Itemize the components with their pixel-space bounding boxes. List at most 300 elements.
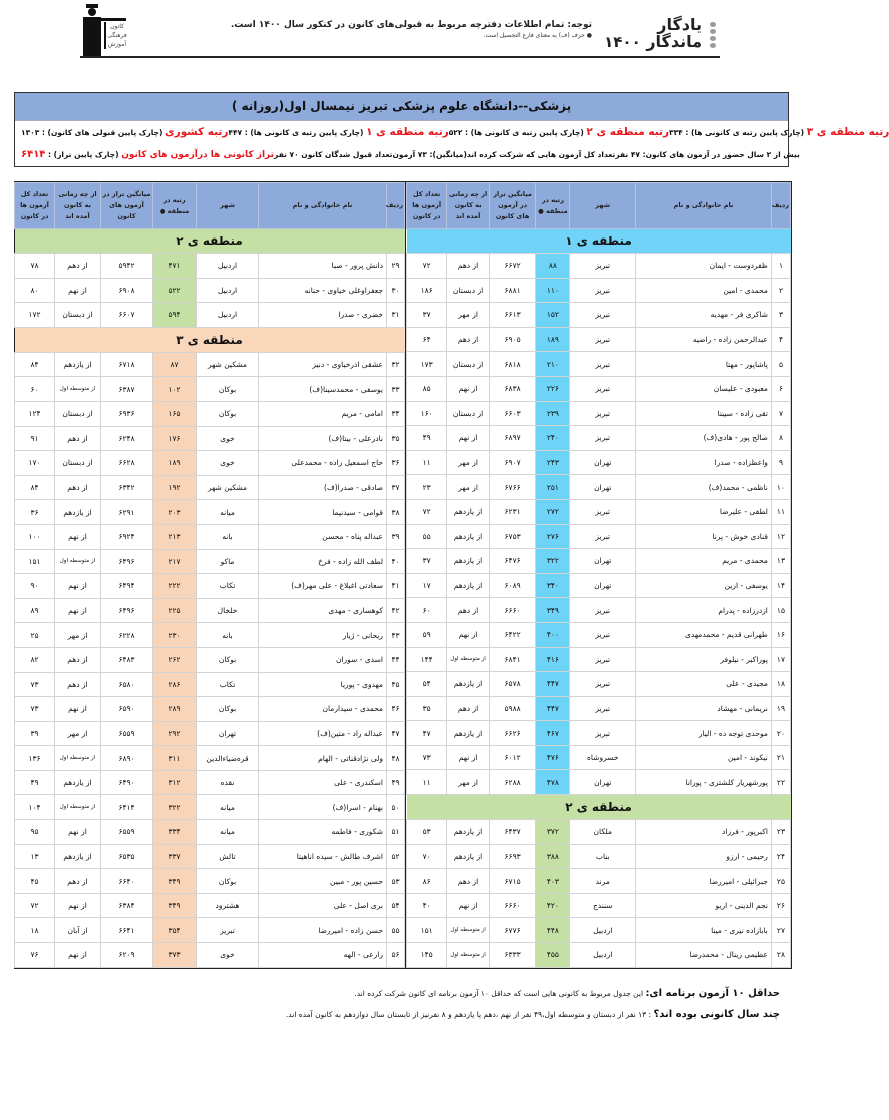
accepted-count-stat: تعداد قبول شدگان کانون ۷۰ نفر bbox=[274, 149, 393, 159]
region-rank: ۳۲۲ bbox=[536, 549, 570, 574]
total-exams: ۸۰ bbox=[15, 278, 55, 303]
table-row bbox=[15, 426, 405, 451]
row-number: ۴۳ bbox=[387, 623, 405, 648]
city: مشکین شهر bbox=[197, 475, 259, 500]
student-name: رحیمی - ارزو bbox=[636, 844, 772, 869]
two-years-stat: بیش از ۲ سال حضور در آزمون های کانون: ۴۷ نفر bbox=[615, 149, 800, 159]
total-exams: ۲۳ bbox=[407, 475, 447, 500]
joined-since: از آبان bbox=[55, 918, 101, 943]
region2-rank: رتبه منطقه ی ۲ (چارک پایین رتبه ی کانونی ها) : ۵۲۲ bbox=[448, 126, 669, 138]
student-name: پورشهریار کلشتری - پورانا bbox=[636, 770, 772, 795]
region-rank: ۲۶۲ bbox=[153, 647, 197, 672]
table-row bbox=[407, 598, 791, 623]
city: میانه bbox=[197, 500, 259, 525]
joined-since: از نهم bbox=[55, 943, 101, 968]
city: تهران bbox=[570, 573, 636, 598]
row-number: ۴۸ bbox=[387, 746, 405, 771]
row-number: ۲۱ bbox=[771, 745, 790, 770]
row-number: ۲۰ bbox=[771, 721, 790, 746]
avg-score: ۶۵۵۹ bbox=[101, 721, 153, 746]
region-rank: ۲۲۲ bbox=[153, 574, 197, 599]
region-rank: ۲۱۷ bbox=[153, 549, 197, 574]
region3-rank: رتبه منطقه ی ۳ (چارک پایین رتبه ی کانونی ها) : ۳۳۴ bbox=[669, 126, 889, 138]
total-exams: ۲۵ bbox=[15, 623, 55, 648]
student-name: عشقی اذرخیاوی - دنیز bbox=[259, 352, 387, 377]
region-rank: ۴۱۶ bbox=[536, 647, 570, 672]
total-exams: ۱۱ bbox=[407, 450, 447, 475]
row-number: ۴۷ bbox=[387, 721, 405, 746]
row-number: ۱۵ bbox=[771, 598, 790, 623]
total-exams: ۶۰ bbox=[407, 598, 447, 623]
avg-score: ۶۷۱۵ bbox=[489, 869, 536, 894]
student-name: شکوری - فاطمه bbox=[259, 820, 387, 845]
total-exams: ۸۴ bbox=[15, 475, 55, 500]
student-name: طهرانی قدیم - محمدمهدی bbox=[636, 622, 772, 647]
region-rank: ۲۳۰ bbox=[153, 623, 197, 648]
row-number: ۱۴ bbox=[771, 573, 790, 598]
row-number: ۱۶ bbox=[771, 622, 790, 647]
student-name: یوسفی - ارین bbox=[636, 573, 772, 598]
row-number: ۳۴ bbox=[387, 401, 405, 426]
row-number: ۷ bbox=[771, 401, 790, 426]
table-row bbox=[407, 352, 791, 377]
col-rank: رتبه در منطقه ● bbox=[153, 183, 197, 229]
region-rank: ۴۰۰ bbox=[536, 622, 570, 647]
joined-since: از نهم bbox=[55, 820, 101, 845]
city: تبریز bbox=[570, 352, 636, 377]
region-label: منطقه ی ۲ bbox=[15, 229, 405, 254]
joined-since: از نهم bbox=[55, 697, 101, 722]
table-row bbox=[407, 770, 791, 795]
city: بوکان bbox=[197, 647, 259, 672]
city: ملکان bbox=[570, 820, 636, 845]
table-row bbox=[15, 451, 405, 476]
table-row bbox=[407, 918, 791, 943]
program-title: پزشکی--دانشگاه علوم پزشکی تبریز نیمسال اول(روزانه ) bbox=[15, 93, 788, 121]
student-name: بری اصل - علی bbox=[259, 893, 387, 918]
row-number: ۱۰ bbox=[771, 475, 790, 500]
notice-subtext: ● حرف (ف) به معنای فارغ التحصیل است. bbox=[483, 32, 592, 39]
city: بانه bbox=[197, 524, 259, 549]
col-row: ردیف bbox=[771, 183, 790, 229]
region-rank: ۳۲۲ bbox=[153, 795, 197, 820]
student-name: عبدالرحمن زاده - راضیه bbox=[636, 327, 772, 352]
total-exams: ۱۶۰ bbox=[407, 401, 447, 426]
region-label: منطقه ی ۱ bbox=[407, 229, 791, 254]
row-number: ۳۲ bbox=[387, 352, 405, 377]
region-rank: ۲۸۶ bbox=[153, 672, 197, 697]
row-number: ۸ bbox=[771, 426, 790, 451]
total-exams: ۷۲ bbox=[15, 893, 55, 918]
region-rank: ۴۴۷ bbox=[536, 696, 570, 721]
city: تبریز bbox=[570, 327, 636, 352]
region-rank: ۱۷۶ bbox=[153, 426, 197, 451]
row-number: ۲۵ bbox=[771, 869, 790, 894]
city: تبریز bbox=[570, 426, 636, 451]
table-header bbox=[407, 183, 791, 229]
avg-score: ۶۸۸۱ bbox=[489, 278, 536, 303]
row-number: ۳۳ bbox=[387, 377, 405, 402]
avg-score: ۶۴۹۶ bbox=[101, 549, 153, 574]
joined-since: از یازدهم bbox=[447, 524, 489, 549]
region-rank: ۳۸۸ bbox=[536, 844, 570, 869]
joined-since: از نهم bbox=[55, 598, 101, 623]
student-name: امامی - مریم bbox=[259, 401, 387, 426]
region-rank: ۵۹۴ bbox=[153, 303, 197, 328]
avg-score: ۶۴۹۶ bbox=[101, 598, 153, 623]
city: ماکو bbox=[197, 549, 259, 574]
student-name: جبرائیلی - امیررضا bbox=[636, 869, 772, 894]
row-number: ۵۳ bbox=[387, 869, 405, 894]
region-rank: ۴۷۶ bbox=[536, 745, 570, 770]
table-row bbox=[407, 499, 791, 524]
joined-since: از نهم bbox=[447, 426, 489, 451]
joined-since: از دهم bbox=[447, 869, 489, 894]
avg-score: ۶۳۸۴ bbox=[101, 893, 153, 918]
city: تبریز bbox=[570, 278, 636, 303]
student-name: محمدی - مریم bbox=[636, 549, 772, 574]
joined-since: از نهم bbox=[55, 524, 101, 549]
city: مشکین شهر bbox=[197, 352, 259, 377]
region-rank: ۴۲۰ bbox=[536, 893, 570, 918]
total-exams: ۷۶ bbox=[15, 943, 55, 968]
student-name: دانش پرور - صبا bbox=[259, 254, 387, 279]
avg-score: ۶۶۰۳ bbox=[489, 401, 536, 426]
city: تبریز bbox=[570, 598, 636, 623]
joined-since: از متوسطه اول bbox=[55, 377, 101, 402]
joined-since: از متوسطه اول bbox=[55, 746, 101, 771]
avg-score: ۶۶۶۰ bbox=[489, 893, 536, 918]
student-name: محمدی - سیدارمان bbox=[259, 697, 387, 722]
table-row bbox=[407, 426, 791, 451]
avg-score: ۶۶۹۳ bbox=[489, 844, 536, 869]
joined-since: از دهم bbox=[447, 327, 489, 352]
table-row bbox=[15, 943, 405, 968]
student-name: اکبرپور - فرزاد bbox=[636, 820, 772, 845]
table-row bbox=[407, 745, 791, 770]
avg-score: ۶۸۹۰ bbox=[101, 746, 153, 771]
joined-since: از یازدهم bbox=[55, 352, 101, 377]
region1-rank: رتبه منطقه ی ۱ (چارک پایین رتبه ی کانونی ها) : ۴۴۷ bbox=[228, 126, 449, 138]
table-row bbox=[407, 573, 791, 598]
city: تالش bbox=[197, 844, 259, 869]
row-number: ۱۲ bbox=[771, 524, 790, 549]
student-name: اسکندری - علی bbox=[259, 770, 387, 795]
table-row bbox=[15, 598, 405, 623]
region-rank: ۴۴۷ bbox=[536, 672, 570, 697]
city: خلخال bbox=[197, 598, 259, 623]
city: تبریز bbox=[570, 499, 636, 524]
region-label: منطقه ی ۳ bbox=[15, 327, 405, 352]
total-exams: ۱۱ bbox=[407, 770, 447, 795]
avg-exams-stat: تعداد کل آزمون هایی که شرکت کرده اند(میانگین): ۷۳ آزمون bbox=[392, 149, 616, 159]
student-name: عبداله پناه - محسن bbox=[259, 524, 387, 549]
table-row bbox=[407, 549, 791, 574]
total-exams: ۱۲۴ bbox=[15, 401, 55, 426]
table-row bbox=[15, 549, 405, 574]
table-row bbox=[15, 303, 405, 328]
notice-text: توجه: تمام اطلاعات دفترچه مربوط به قبولی‌های کانون در کنکور سال ۱۴۰۰ است. bbox=[230, 20, 592, 30]
student-name: شاکری فر - مهدیه bbox=[636, 303, 772, 328]
region-rank: ۳۷۲ bbox=[536, 820, 570, 845]
total-exams: ۷۲ bbox=[407, 499, 447, 524]
avg-score: ۶۶۷۲ bbox=[489, 254, 536, 279]
row-number: ۴۱ bbox=[387, 574, 405, 599]
joined-since: از دهم bbox=[447, 598, 489, 623]
city: قره‌ضیاءالدین bbox=[197, 746, 259, 771]
student-name: خضری - صدرا bbox=[259, 303, 387, 328]
total-exams: ۱۰۰ bbox=[15, 524, 55, 549]
joined-since: از نهم bbox=[447, 376, 489, 401]
total-exams: ۶۰ bbox=[15, 377, 55, 402]
row-number: ۴۴ bbox=[387, 647, 405, 672]
region-rank: ۳۷۳ bbox=[153, 943, 197, 968]
avg-score: ۶۶۲۸ bbox=[101, 451, 153, 476]
table-row bbox=[407, 869, 791, 894]
region-rank: ۲۴۳ bbox=[536, 450, 570, 475]
region-rank: ۴۶۷ bbox=[536, 721, 570, 746]
avg-score: ۶۸۴۱ bbox=[489, 647, 536, 672]
avg-score: ۶۵۷۸ bbox=[489, 672, 536, 697]
row-number: ۳ bbox=[771, 303, 790, 328]
joined-since: از دهم bbox=[55, 426, 101, 451]
region-rank: ۳۱۱ bbox=[153, 746, 197, 771]
total-exams: ۱۴۴ bbox=[407, 647, 447, 672]
avg-score: ۶۷۷۶ bbox=[489, 918, 536, 943]
row-number: ۲۴ bbox=[771, 844, 790, 869]
joined-since: از نهم bbox=[447, 622, 489, 647]
table-row bbox=[407, 844, 791, 869]
table-row bbox=[15, 672, 405, 697]
city: تهران bbox=[570, 475, 636, 500]
brand-text: یادگار ماندگار ۱۴۰۰ bbox=[604, 15, 702, 51]
row-number: ۴۵ bbox=[387, 672, 405, 697]
region-rank: ۲۰۳ bbox=[153, 500, 197, 525]
table-row bbox=[15, 377, 405, 402]
table-row bbox=[15, 500, 405, 525]
student-name: مجیدی - علی bbox=[636, 672, 772, 697]
student-name: یوسفی - محمدسینا(ف) bbox=[259, 377, 387, 402]
avg-score: ۶۲۹۱ bbox=[101, 500, 153, 525]
region-rank: ۳۳۷ bbox=[153, 844, 197, 869]
city: تبریز bbox=[570, 303, 636, 328]
total-exams: ۳۷ bbox=[407, 303, 447, 328]
region-header bbox=[407, 229, 791, 254]
region-rank: ۸۸ bbox=[536, 254, 570, 279]
total-exams: ۷۸ bbox=[15, 254, 55, 279]
summary-row-ranks bbox=[15, 121, 889, 143]
col-city: شهر bbox=[570, 183, 636, 229]
total-exams: ۷۲ bbox=[407, 254, 447, 279]
student-name: ناظمی - محمد(ف) bbox=[636, 475, 772, 500]
total-exams: ۱۰۴ bbox=[15, 795, 55, 820]
col-since: از چه زمانی به کانون آمده اند bbox=[55, 183, 101, 229]
city: خسروشاه bbox=[570, 745, 636, 770]
city: تبریز bbox=[570, 672, 636, 697]
avg-score: ۶۴۸۳ bbox=[101, 647, 153, 672]
joined-since: از مهر bbox=[55, 721, 101, 746]
row-number: ۴۶ bbox=[387, 697, 405, 722]
joined-since: از متوسطه اول bbox=[55, 795, 101, 820]
yadegar-logo bbox=[600, 16, 720, 54]
summary-box bbox=[14, 92, 889, 167]
joined-since: از دهم bbox=[55, 869, 101, 894]
table-row bbox=[15, 795, 405, 820]
table-row bbox=[15, 401, 405, 426]
joined-since: از دبستان bbox=[55, 451, 101, 476]
leaf-icon bbox=[706, 20, 720, 52]
city: سنندج bbox=[570, 893, 636, 918]
city: تبریز bbox=[570, 254, 636, 279]
joined-since: از یازدهم bbox=[447, 672, 489, 697]
avg-score: ۶۳۳۳ bbox=[489, 943, 536, 968]
row-number: ۳۵ bbox=[387, 426, 405, 451]
table-row bbox=[407, 327, 791, 352]
student-name: ولی نژادقناتی - الهام bbox=[259, 746, 387, 771]
joined-since: از دبستان bbox=[55, 401, 101, 426]
footnotes bbox=[80, 988, 780, 1030]
joined-since: از متوسطه اول bbox=[55, 549, 101, 574]
city: خوی bbox=[197, 943, 259, 968]
avg-score: ۶۵۹۰ bbox=[101, 697, 153, 722]
avg-score: ۶۸۳۸ bbox=[489, 376, 536, 401]
total-exams: ۱۳۶ bbox=[15, 746, 55, 771]
city: تکاب bbox=[197, 574, 259, 599]
region-rank: ۳۴۹ bbox=[536, 598, 570, 623]
table-row bbox=[15, 893, 405, 918]
joined-since: از نهم bbox=[447, 745, 489, 770]
region-label: منطقه ی ۲ bbox=[407, 795, 791, 820]
joined-since: از دهم bbox=[55, 254, 101, 279]
avg-score: ۶۸۱۸ bbox=[489, 352, 536, 377]
city: تبریز bbox=[570, 622, 636, 647]
row-number: ۵ bbox=[771, 352, 790, 377]
avg-score: ۶۷۶۶ bbox=[489, 475, 536, 500]
student-name: عبداله راد - متین(ف) bbox=[259, 721, 387, 746]
region-rank: ۲۹۲ bbox=[153, 721, 197, 746]
student-name: لطف الله زاده - فرخ bbox=[259, 549, 387, 574]
avg-score: ۶۹۰۵ bbox=[489, 327, 536, 352]
total-exams: ۱۸ bbox=[15, 918, 55, 943]
col-total-exams: تعداد کل آزمون ها در کانون bbox=[15, 183, 55, 229]
total-exams: ۵۹ bbox=[407, 622, 447, 647]
student-name: تقی زاده - سیبتا bbox=[636, 401, 772, 426]
city: تبریز bbox=[570, 401, 636, 426]
avg-score: ۶۳۴۲ bbox=[101, 475, 153, 500]
region-rank: ۲۵۱ bbox=[536, 475, 570, 500]
joined-since: از دبستان bbox=[55, 303, 101, 328]
avg-score: ۶۵۵۹ bbox=[101, 820, 153, 845]
avg-score: ۶۹۲۴ bbox=[101, 524, 153, 549]
student-name: پوراکبر - نیلوفر bbox=[636, 647, 772, 672]
student-name: نیکوند - امین bbox=[636, 745, 772, 770]
city: بوکان bbox=[197, 697, 259, 722]
row-number: ۴۹ bbox=[387, 770, 405, 795]
city: تبریز bbox=[570, 721, 636, 746]
row-number: ۲۲ bbox=[771, 770, 790, 795]
graduate-icon bbox=[82, 4, 102, 58]
col-avg-score: میانگین تراز در آزمون های کانون bbox=[489, 183, 536, 229]
region-rank: ۲۲۵ bbox=[153, 598, 197, 623]
joined-since: از دهم bbox=[55, 475, 101, 500]
avg-score: ۶۲۰۹ bbox=[101, 943, 153, 968]
avg-score: ۶۴۹۰ bbox=[101, 770, 153, 795]
footnote-years: چند سال کانونی بوده اند؟ : ۱۳ نفر از دبستان و متوسطه اول،۴۹ نفر از نهم ،دهم یا یازدهم و ۸ نفرنیز از تابستان سال دوازدهم به کانون آمده اند. bbox=[285, 1009, 780, 1020]
table-row bbox=[407, 450, 791, 475]
student-name: مهدوی - پوریا bbox=[259, 672, 387, 697]
avg-score: ۶۶۱۳ bbox=[489, 303, 536, 328]
total-exams: ۸۹ bbox=[15, 598, 55, 623]
avg-score: ۶۰۱۲ bbox=[489, 745, 536, 770]
row-number: ۴۲ bbox=[387, 598, 405, 623]
total-exams: ۹۵ bbox=[15, 820, 55, 845]
total-exams: ۹۰ bbox=[15, 574, 55, 599]
total-exams: ۱۵۱ bbox=[407, 918, 447, 943]
region-rank: ۱۸۹ bbox=[536, 327, 570, 352]
region-rank: ۳۴۹ bbox=[153, 869, 197, 894]
row-number: ۱ bbox=[771, 254, 790, 279]
student-name: زارعی - الهه bbox=[259, 943, 387, 968]
row-number: ۳۶ bbox=[387, 451, 405, 476]
joined-since: از دهم bbox=[447, 254, 489, 279]
joined-since: از دبستان bbox=[447, 352, 489, 377]
region-rank: ۲۳۹ bbox=[536, 401, 570, 426]
city: بوکان bbox=[197, 869, 259, 894]
total-exams: ۴۷ bbox=[407, 721, 447, 746]
joined-since: از یازدهم bbox=[55, 770, 101, 795]
avg-score: ۶۹۰۷ bbox=[489, 450, 536, 475]
table-row bbox=[407, 721, 791, 746]
city: تبریز bbox=[570, 647, 636, 672]
table-row bbox=[407, 943, 791, 968]
table-row bbox=[15, 918, 405, 943]
student-name: صادقی - صدرا(ف) bbox=[259, 475, 387, 500]
region-rank: ۳۳۴ bbox=[153, 820, 197, 845]
city: نقده bbox=[197, 770, 259, 795]
city: بوکان bbox=[197, 377, 259, 402]
table-row bbox=[15, 574, 405, 599]
avg-score: ۶۶۰۷ bbox=[101, 303, 153, 328]
joined-since: از مهر bbox=[55, 623, 101, 648]
total-exams: ۳۶ bbox=[15, 500, 55, 525]
region-rank: ۲۸۹ bbox=[153, 697, 197, 722]
joined-since: از یازدهم bbox=[447, 573, 489, 598]
total-exams: ۳۵ bbox=[407, 696, 447, 721]
col-rank: رتبه در منطقه ● bbox=[536, 183, 570, 229]
joined-since: از مهر bbox=[447, 770, 489, 795]
student-name: نجم الدینی - اریو bbox=[636, 893, 772, 918]
table-body bbox=[407, 229, 791, 968]
student-name: بابازاده نیری - مینا bbox=[636, 918, 772, 943]
row-number: ۵۵ bbox=[387, 918, 405, 943]
city: تهران bbox=[570, 770, 636, 795]
table-row bbox=[407, 524, 791, 549]
notice bbox=[231, 20, 592, 39]
student-name: حسین پور - مبین bbox=[259, 869, 387, 894]
table-header bbox=[15, 183, 405, 229]
region-rank: ۲۲۶ bbox=[536, 376, 570, 401]
city: میانه bbox=[197, 795, 259, 820]
row-number: ۲۸ bbox=[771, 943, 790, 968]
student-name: اشرف طالش - سیده اناهیتا bbox=[259, 844, 387, 869]
total-exams: ۵۳ bbox=[407, 820, 447, 845]
row-number: ۵۱ bbox=[387, 820, 405, 845]
region-rank: ۲۱۳ bbox=[153, 524, 197, 549]
student-name: معبودی - علیسان bbox=[636, 376, 772, 401]
student-name: محمدی - امین bbox=[636, 278, 772, 303]
kanoon-logo-words: کانون فرهنگی آموزش bbox=[104, 22, 128, 49]
total-exams: ۱۵۱ bbox=[15, 549, 55, 574]
